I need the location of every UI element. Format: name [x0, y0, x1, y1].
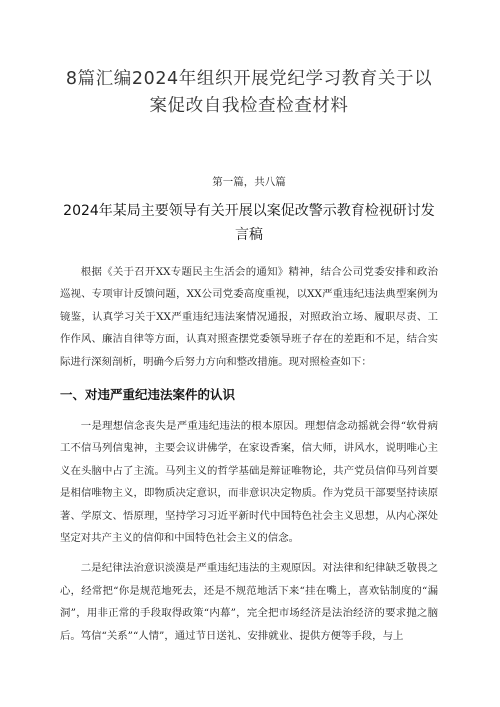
body-paragraph-1: 一是理想信念丧失是严重违纪违法的根本原因。理想信念动摇就会得“软骨病工不信马列信鬼神，主要会议讲佛学，在家设香案，信大师，讲风水，说明唯心主义在头脑中占了主流。马列主义的哲学基础是辩证唯物论，共产党员信仰马列首要是相信唯物主义，即物质决定意识，而非意识决定物质。作为党员干部要坚持读原著、学原文、悟原理，坚持学习习近平新时代中国特色社会主义思想，从内心深处坚定对共产主义的信仰和中国特色社会主义的信念。 [60, 420, 438, 545]
section-heading: 一、对违严重纪违法案件的认识 [60, 387, 236, 403]
speech-title: 2024年某局主要领导有关开展以案促改警示教育检视研讨发言稿 [63, 203, 435, 243]
intro-paragraph: 根据《关于召开XX专题民主生活会的通知》精神，结合公司党委安排和政治巡视、专项审计反馈问题，XX公司党委高度重视，以XX严重违纪违法典型案例为镜鉴，认真学习关于XX严重违纪违法案情况通报，对照政治立场、履职尽责、工作作风、廉洁自律等方面，认真对照查摆党委领导班子存在的差距和不足，结合实际进行深刻剖析，明确今后努力方向和整改措施。现对照检查如下： [60, 266, 438, 368]
part-label: 第一篇，共八篇 [212, 176, 286, 188]
body-paragraph-2: 二是纪律法治意识淡漠是严重违纪违法的主观原因。对法律和纪律缺乏敬畏之心，经常把“你是规范地死去，还是不规范地活下来“挂在嘴上，喜欢钻制度的“漏洞”，用非正常的手段取得政策“内幕”，完全把市场经济是法治经济的要求抛之脑后。笃信“关系”“人情”，通过节日送礼、安排就业、提供方便等手段，与上 [60, 562, 438, 642]
document-title: 8篇汇编2024年组织开展党纪学习教育关于以案促改自我检查检查材料 [65, 69, 433, 116]
